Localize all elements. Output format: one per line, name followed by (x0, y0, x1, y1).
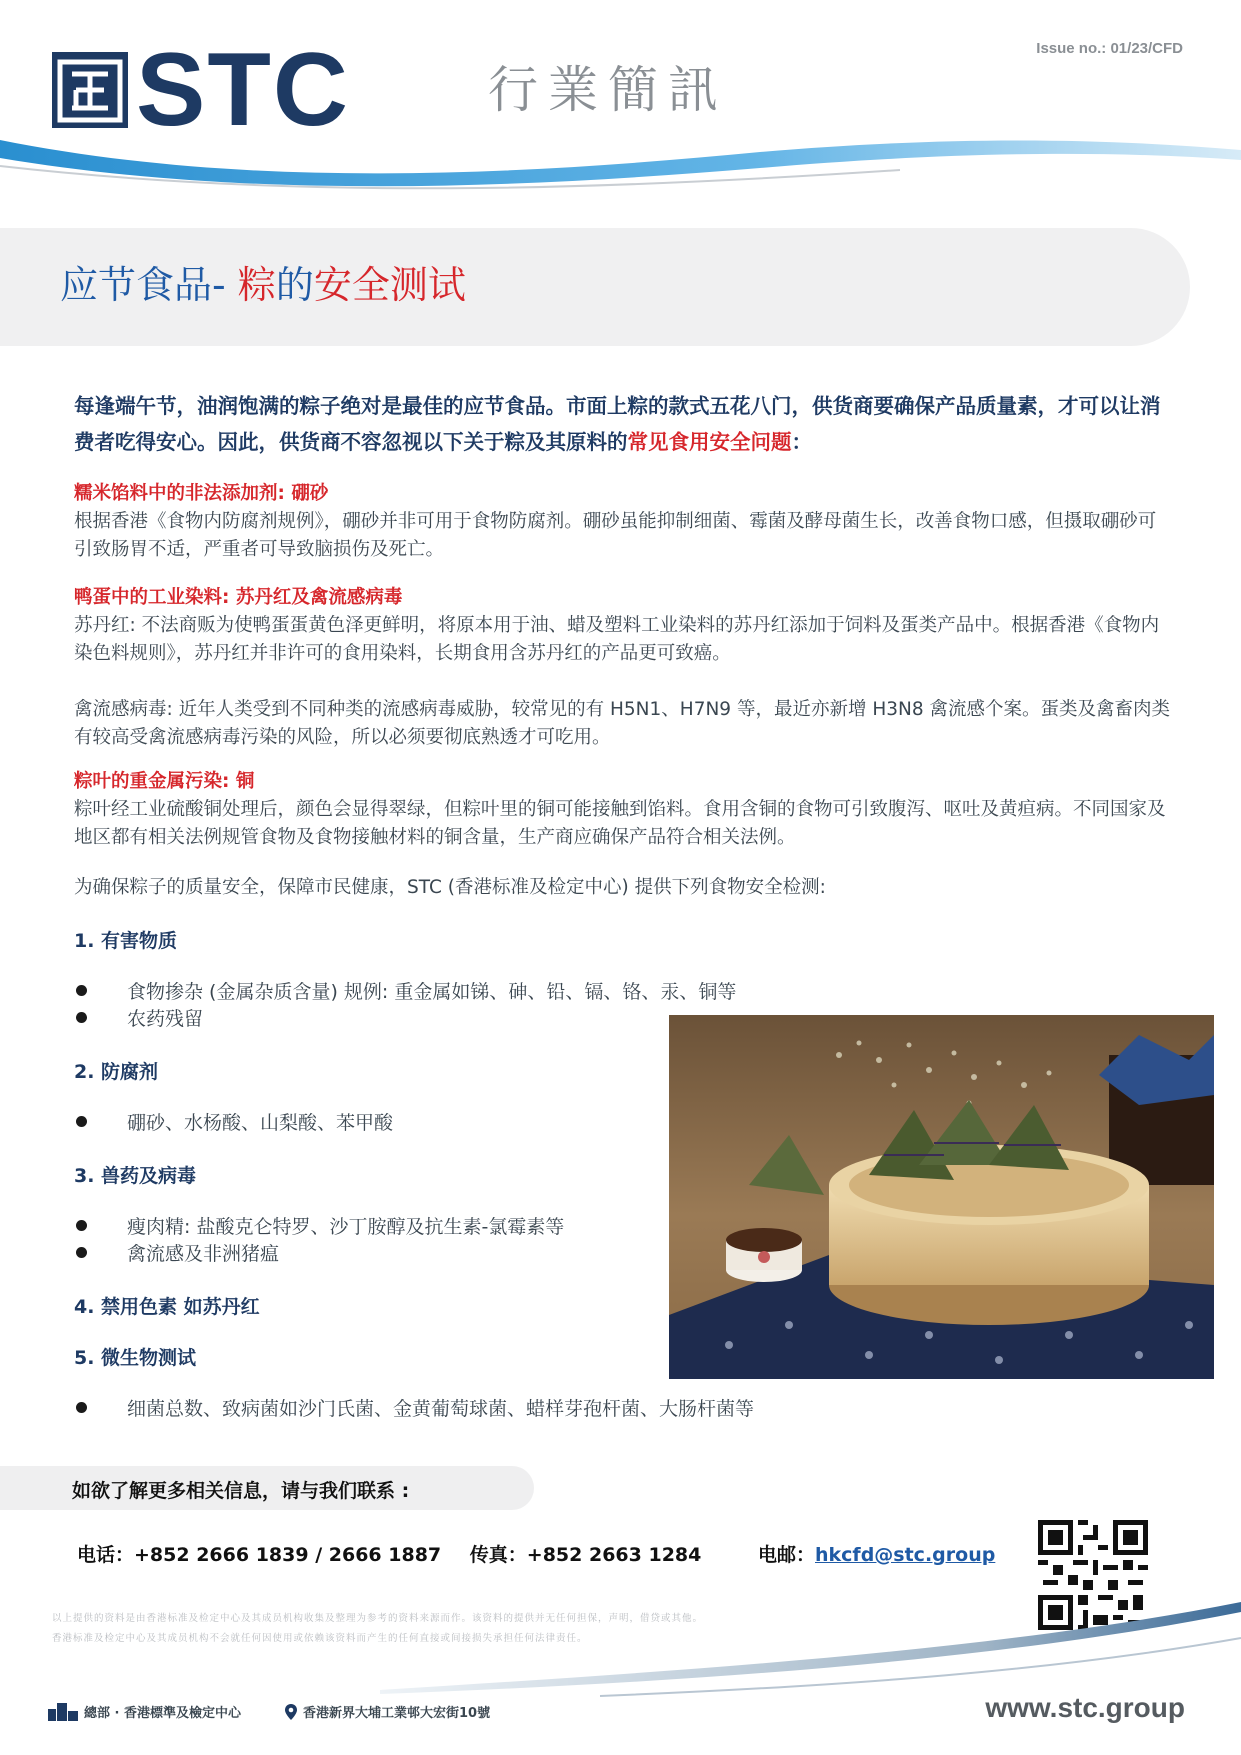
service-title: 1. 有害物质 (74, 930, 178, 952)
zongzi-photo (669, 1015, 1214, 1379)
location-pin-icon (285, 1704, 297, 1720)
phone-number: +852 2666 1839 / 2666 1887 (134, 1544, 442, 1566)
bullet-icon (76, 1220, 87, 1231)
section-borax (74, 480, 1174, 564)
website-link[interactable]: www.stc.group (985, 1692, 1185, 1723)
bullet-icon (76, 1247, 87, 1258)
header-swoosh (0, 130, 1241, 210)
issue-number: Issue no.: 01/23/CFD (1036, 40, 1183, 57)
bullet-icon (76, 985, 87, 996)
section-text: 苏丹红: 不法商贩为使鸭蛋蛋黄色泽更鲜明，将原本用于油、蜡及塑料工业染料的苏丹红添加于饲料及蛋类产品中。根据香港《食物内染色料规则》，苏丹红并非许可的食用染料，长期食用含苏丹红的产品更可致癌。 (74, 615, 1160, 664)
building-icon (48, 1703, 78, 1721)
newsletter-title: 行業簡訊 (488, 61, 728, 119)
section-heading: 粽叶的重金属污染: 铜 (74, 771, 255, 792)
contact-details: 电话：+852 2666 1839 / 2666 1887 传真：+852 2663 1284 电邮：hkcfd@stc.group (77, 1544, 996, 1566)
section-heading: 糯米馅料中的非法添加剂: 硼砂 (74, 483, 329, 504)
list-item: 农药残留 (74, 1003, 203, 1031)
footer-swoosh (0, 1590, 1241, 1700)
stc-logo-text: STC (136, 32, 350, 148)
service-title: 4. 禁用色素 如苏丹红 (74, 1296, 260, 1318)
fax-number: +852 2663 1284 (526, 1544, 702, 1566)
disclaimer-line: 香港标准及检定中心及其成员机构不会就任何因使用或依赖该资料而产生的任何直接或间接损失承担任何法律责任。 (52, 1633, 588, 1644)
disclaimer-line: 以上提供的资料是由香港标准及检定中心及其成员机构收集及整理为参考的资料来源而作。该资料的提供并无任何担保，声明，借贷或其他。 (52, 1613, 704, 1624)
section-sudan-red (74, 584, 1174, 752)
service-title: 2. 防腐剂 (74, 1061, 159, 1083)
list-item: 食物掺杂 (金属杂质含量) 规例: 重金属如锑、砷、铅、镉、铬、汞、铜等 (74, 976, 736, 1004)
list-item: 硼砂、水杨酸、山梨酸、苯甲酸 (74, 1107, 393, 1135)
bullet-icon (76, 1402, 87, 1413)
footer-address: 總部 · 香港標準及檢定中心 香港新界大埔工業邨大宏街10號 (48, 1702, 490, 1721)
section-heading: 鸭蛋中的工业染料: 苏丹红及禽流感病毒 (74, 587, 403, 608)
section-text: 根据香港《食物内防腐剂规例》，硼砂并非可用于食物防腐剂。硼砂虽能抑制细菌、霉菌及酵母菌生长，改善食物口感，但摄取硼砂可引致肠胃不适，严重者可导致脑损伤及死亡。 (74, 511, 1157, 560)
intro-paragraph: 每逢端午节，油润饱满的粽子绝对是最佳的应节食品。市面上粽的款式五花八门，供货商要确保产品质量素，才可以让消费者吃得安心。因此，供货商不容忽视以下关于粽及其原料的常见食用安全问题： (74, 394, 1161, 454)
bullet-icon (76, 1116, 87, 1127)
services-intro: 为确保粽子的质量安全，保障市民健康，STC (香港标准及检定中心) 提供下列食物安全检测: (74, 877, 826, 898)
stc-logo-mark (52, 52, 128, 128)
list-item: 禽流感及非洲猪瘟 (74, 1238, 279, 1266)
page-title: 应节食品- 粽的安全测试 (60, 263, 466, 307)
service-title: 3. 兽药及病毒 (74, 1165, 197, 1187)
list-item: 瘦肉精: 盐酸克仑特罗、沙丁胺醇及抗生素-氯霉素等 (74, 1211, 564, 1239)
section-text: 禽流感病毒: 近年人类受到不同种类的流感病毒威胁，较常见的有 H5N1、H7N9 等，最近亦新增 H3N8 禽流感个案。蛋类及禽畜肉类有较高受禽流感病毒污染的风险，所以必须要彻底熟透才可吃用。 (74, 699, 1171, 748)
list-item: 细菌总数、致病菌如沙门氏菌、金黄葡萄球菌、蜡样芽孢杆菌、大肠杆菌等 (74, 1393, 754, 1421)
email-link[interactable]: hkcfd@stc.group (815, 1544, 996, 1566)
section-copper (74, 768, 1174, 852)
contact-heading: 如欲了解更多相关信息，请与我们联系 : (72, 1480, 410, 1502)
service-title: 5. 微生物测试 (74, 1347, 197, 1369)
section-text: 粽叶经工业硫酸铜处理后，颜色会显得翠绿，但粽叶里的铜可能接触到馅料。食用含铜的食物可引致腹泻、呕吐及黄疸病。不同国家及地区都有相关法例规管食物及食物接触材料的铜含量，生产商应确保产品符合相关法例。 (74, 799, 1166, 848)
bullet-icon (76, 1012, 87, 1023)
